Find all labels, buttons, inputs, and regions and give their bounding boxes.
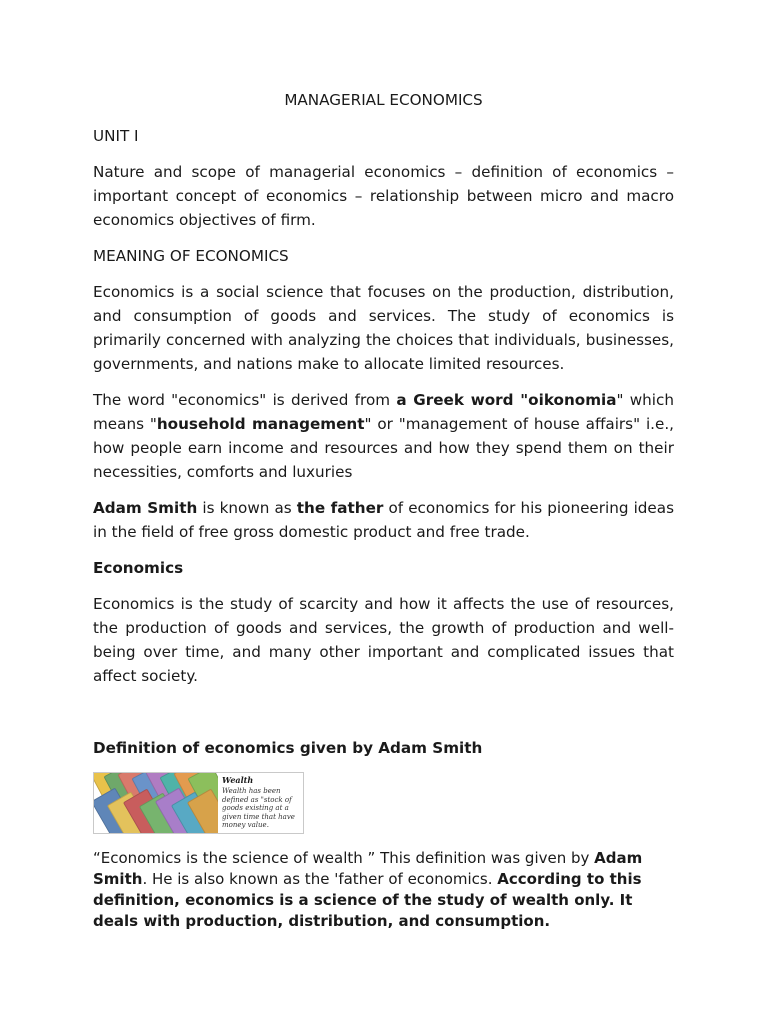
wealth-caption-text: Wealth has been defined as "stock of goods existing at a given time that have money value. <box>222 787 295 830</box>
economics-heading <box>93 556 674 580</box>
bold-run: According to this definition, economics is a science of the study of wealth only. It deals with production, distribution, and consumption. <box>93 870 642 930</box>
syllabus-paragraph: Nature and scope of managerial economics – definition of economics – important concept of economics – relationship between micro and macro economics objectives of firm. <box>93 163 674 229</box>
wealth-image <box>93 772 304 834</box>
banknotes-illustration <box>94 773 218 833</box>
bold-run: the father <box>296 499 384 517</box>
smith-definition-paragraph <box>93 848 674 932</box>
text-run: of economics for his pioneering ideas in the field of free gross domestic product and free trade. <box>93 499 674 541</box>
text-run: " which means " <box>93 391 674 433</box>
wealth-caption <box>218 773 303 833</box>
document-title: MANAGERIAL ECONOMICS <box>284 91 483 109</box>
word-origin-paragraph <box>93 388 674 484</box>
text-run: " or "management of house affairs" i.e., how people earn income and resources and how they spend them on their necessities, comforts and luxuries <box>93 415 675 481</box>
text-run: “Economics is the science of wealth ” This definition was given by <box>93 849 595 867</box>
definition-heading <box>93 736 674 760</box>
bold-run: Adam Smith <box>93 849 643 888</box>
unit-label: UNIT I <box>93 127 139 145</box>
text-run: The word "economics" is derived from <box>93 391 397 409</box>
text-run: is known as <box>197 499 297 517</box>
adam-smith-paragraph <box>93 496 674 544</box>
bold-run: Economics <box>93 559 184 577</box>
meaning-paragraph: Economics is a social science that focuses on the production, distribution, and consumption of goods and services. The study of economics is primarily concerned with analyzing the choices that individuals, businesses, governments, and nations make to allocate limited resources. <box>93 283 674 373</box>
document-body <box>93 88 674 932</box>
text-run: . He is also known as the 'father of economics. <box>142 870 498 888</box>
bold-run: a Greek word "oikonomia <box>396 391 617 409</box>
wealth-caption-title: Wealth <box>222 775 254 785</box>
bold-run: Adam Smith <box>93 499 198 517</box>
meaning-heading: MEANING OF ECONOMICS <box>93 247 289 265</box>
bold-run: Definition of economics given by Adam Smith <box>93 739 483 757</box>
bold-run: household management <box>156 415 365 433</box>
economics-paragraph: Economics is the study of scarcity and how it affects the use of resources, the production of goods and services, the growth of production and well-being over time, and many other important and complicated issues that affect society. <box>93 595 674 685</box>
